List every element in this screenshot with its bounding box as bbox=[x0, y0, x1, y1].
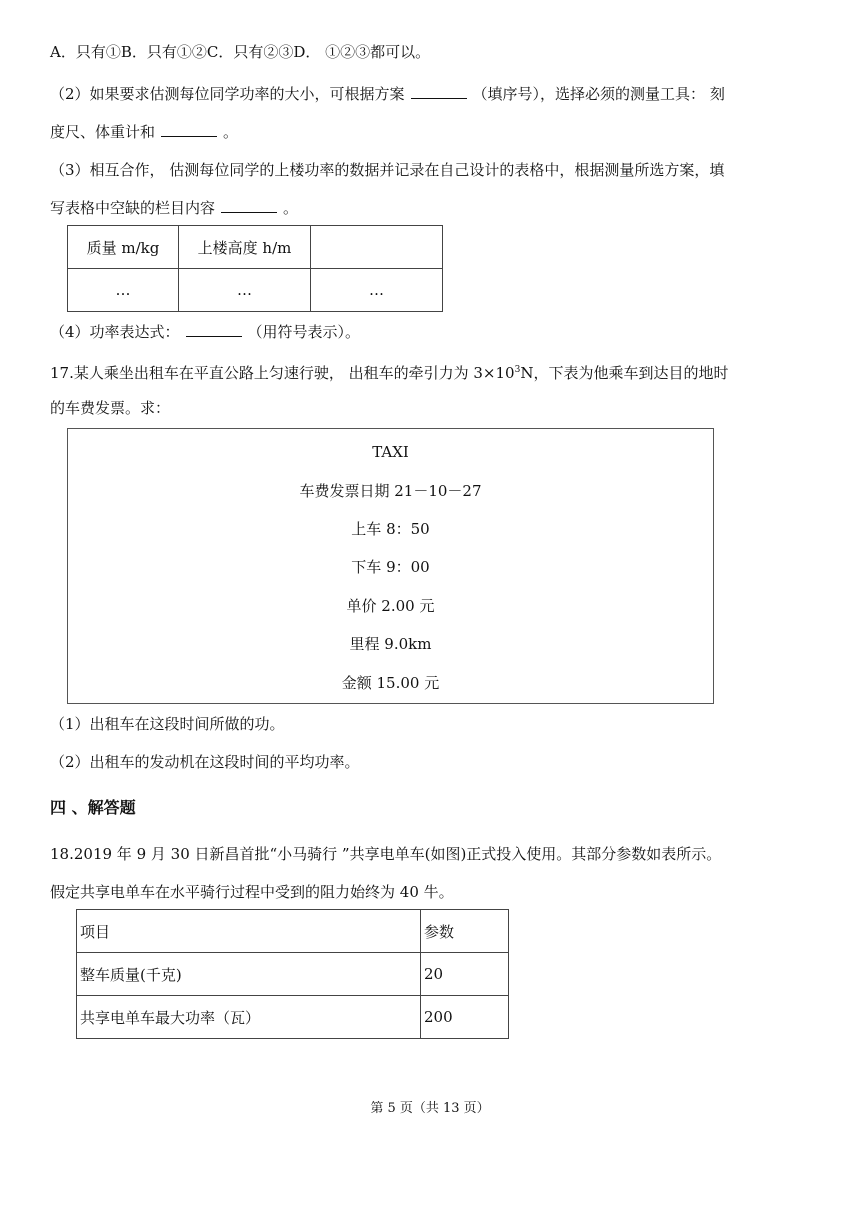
table-cell: … bbox=[179, 269, 311, 312]
taxi-invoice bbox=[67, 428, 714, 704]
question-2-line-2 bbox=[50, 122, 820, 142]
table-cell: … bbox=[68, 269, 179, 312]
q4-answer-blank bbox=[186, 322, 242, 337]
table-header-cell: 上楼高度 h/m bbox=[179, 226, 311, 269]
invoice-alight-time: 下车 9：00 bbox=[351, 558, 430, 576]
q2-line2-after: 。 bbox=[223, 123, 239, 141]
table-header-row bbox=[77, 910, 509, 953]
table-cell: … bbox=[311, 269, 443, 312]
table-row bbox=[68, 269, 443, 312]
question-17-line-2: 的车费发票。求： bbox=[50, 399, 171, 417]
table-header-cell: 质量 m/kg bbox=[68, 226, 179, 269]
q2-answer-blank-1 bbox=[411, 84, 467, 99]
question-4-line bbox=[50, 322, 820, 342]
parameters-table bbox=[76, 909, 509, 1039]
table-cell: 共享电单车最大功率（瓦） bbox=[77, 996, 421, 1039]
q2-answer-blank-2 bbox=[161, 122, 217, 137]
q3-line2-before: 写表格中空缺的栏目内容 bbox=[50, 199, 216, 217]
q17-text-after: N，下表为他乘车到达目的地时 bbox=[520, 364, 729, 382]
section-heading: 四 、解答题 bbox=[50, 798, 136, 817]
page-footer: 第 5 页（共 13 页） bbox=[370, 1101, 490, 1116]
table-header-cell: 参数 bbox=[421, 910, 509, 953]
question-2-line-1 bbox=[50, 84, 820, 104]
question-18-line-1: 18.2019 年 9 月 30 日新昌首批“小马骑行 ”共享电单车(如图)正式投入使用。其部分参数如表所示。 bbox=[50, 845, 722, 863]
invoice-title: TAXI bbox=[372, 443, 409, 461]
question-3-line-2 bbox=[50, 198, 820, 218]
q3-answer-blank bbox=[221, 198, 277, 213]
table-cell: 200 bbox=[421, 996, 509, 1039]
table-cell: 整车质量(千克) bbox=[77, 953, 421, 996]
table-header-cell-empty bbox=[311, 226, 443, 269]
invoice-mileage: 里程 9.0km bbox=[349, 635, 432, 653]
invoice-board-time: 上车 8：50 bbox=[351, 520, 430, 538]
question-18-line-2: 假定共享电单车在水平骑行过程中受到的阻力始终为 40 牛。 bbox=[50, 883, 454, 901]
table-cell: 20 bbox=[421, 953, 509, 996]
question-3-line-1: （3）相互合作， 估测每位同学的上楼功率的数据并记录在自己设计的表格中，根据测量所选方案，填 bbox=[50, 161, 725, 179]
options-line: A．只有①B．只有①②C．只有②③D． ①②③都可以。 bbox=[50, 43, 431, 61]
q4-text-after: （用符号表示）。 bbox=[247, 323, 361, 341]
invoice-unit-price: 单价 2.00 元 bbox=[346, 597, 435, 615]
table-header-row bbox=[68, 226, 443, 269]
q2-text-before: （2）如果要求估测每位同学功率的大小，可根据方案 bbox=[50, 85, 405, 103]
table-header-cell: 项目 bbox=[77, 910, 421, 953]
q3-line2-after: 。 bbox=[283, 199, 299, 217]
q17-exponent: 3 bbox=[514, 365, 521, 375]
question-17-line-1 bbox=[50, 360, 820, 383]
table-row bbox=[77, 996, 509, 1039]
invoice-amount: 金额 15.00 元 bbox=[341, 674, 440, 692]
q4-text-before: （4）功率表达式： bbox=[50, 323, 180, 341]
q2-text-after: （填序号），选择必须的测量工具： 刻 bbox=[472, 85, 725, 103]
q2-line2-before: 度尺、体重计和 bbox=[50, 123, 156, 141]
measurement-table bbox=[67, 225, 443, 312]
question-17-sub-1: （1）出租车在这段时间所做的功。 bbox=[50, 715, 285, 733]
q17-text-before: 17.某人乘坐出租车在平直公路上匀速行驶， 出租车的牵引力为 3×10 bbox=[50, 364, 515, 382]
invoice-date: 车费发票日期 21－10－27 bbox=[299, 482, 482, 500]
table-row bbox=[77, 953, 509, 996]
question-17-sub-2: （2）出租车的发动机在这段时间的平均功率。 bbox=[50, 753, 360, 771]
